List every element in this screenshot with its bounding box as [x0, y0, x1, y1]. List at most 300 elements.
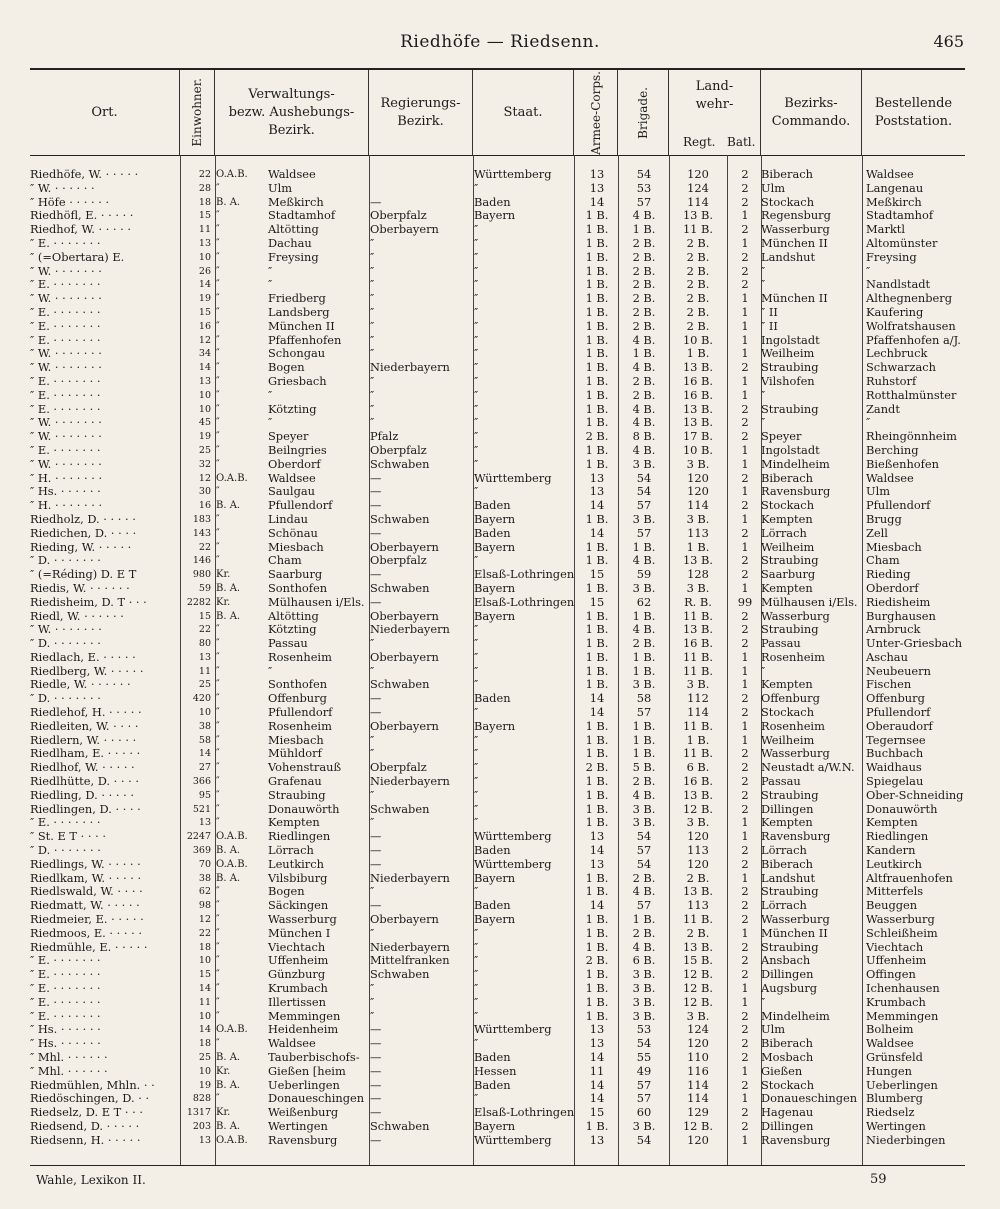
place-name: Riedle, W. · · · · · · — [30, 678, 131, 692]
page-number: 465 — [933, 32, 964, 51]
government-district: Schwaben — [370, 580, 430, 595]
inhabitants: 25 — [198, 1052, 211, 1063]
army-corps: 1 B. — [585, 360, 609, 375]
table-row — [30, 761, 965, 775]
state: ″ — [474, 263, 479, 278]
landwehr-regiment: 2 B. — [686, 277, 710, 292]
army-corps: 1 B. — [585, 884, 609, 899]
state: ″ — [474, 429, 479, 444]
district-command: Neustadt a/W.N. — [761, 760, 855, 775]
place-name: ″ W. · · · · · · · — [30, 457, 102, 471]
brigade: 4 B. — [632, 415, 656, 430]
landwehr-battalion: 2 — [741, 953, 749, 968]
place-name: Riedlach, E. · · · · · — [30, 650, 136, 664]
landwehr-battalion: 1 — [741, 235, 749, 250]
landwehr-battalion: 2 — [741, 801, 749, 816]
landwehr-battalion: 1 — [741, 718, 749, 733]
district-type: ″ — [216, 458, 220, 470]
state: ″ — [474, 884, 479, 899]
landwehr-regiment: 15 B. — [682, 953, 714, 968]
state: Baden — [474, 498, 511, 513]
post-station: Ober-Schneiding — [866, 787, 964, 802]
table-row — [30, 223, 965, 237]
district-command: Landshut — [761, 870, 816, 885]
landwehr-regiment: 13 B. — [682, 360, 714, 375]
brigade: 1 B. — [632, 346, 656, 361]
post-station: Brugg — [866, 511, 902, 526]
brigade: 3 B. — [632, 815, 656, 830]
district-type: ″ — [216, 665, 220, 677]
place-name: ″ Hs. · · · · · · — [30, 485, 101, 499]
army-corps: 1 B. — [585, 580, 609, 595]
army-corps: 1 B. — [585, 235, 609, 250]
landwehr-battalion: 1 — [741, 829, 749, 844]
district: Ulm — [268, 180, 293, 195]
district: Friedberg — [268, 291, 326, 306]
table-row — [30, 306, 965, 320]
inhabitants: 2247 — [186, 831, 211, 843]
army-corps: 14 — [589, 843, 605, 858]
post-station: Marktl — [866, 222, 906, 237]
district: Kempten — [268, 815, 320, 830]
landwehr-battalion: 1 — [741, 456, 749, 471]
district-command: ″ — [761, 415, 766, 430]
army-corps: 14 — [589, 705, 605, 720]
brigade: 2 B. — [632, 387, 656, 402]
district: Saulgau — [268, 484, 315, 499]
landwehr-battalion: 2 — [741, 636, 749, 651]
district-type: ″ — [216, 817, 220, 829]
landwehr-battalion: 2 — [741, 1118, 749, 1133]
table-row — [30, 692, 965, 706]
district-type: ″ — [216, 444, 220, 456]
landwehr-battalion: 1 — [741, 580, 749, 595]
table-row — [30, 1023, 965, 1037]
district-type: ″ — [216, 389, 220, 401]
post-station: Donauwörth — [866, 801, 938, 816]
government-district: — — [370, 1105, 382, 1120]
landwehr-battalion: 1 — [741, 318, 749, 333]
landwehr-battalion: 1 — [741, 539, 749, 554]
district: Miesbach — [268, 732, 324, 747]
state: Bayern — [474, 912, 516, 927]
post-station: Buchbach — [866, 746, 924, 761]
district-command: ″ — [761, 663, 766, 678]
district-command: ″ — [761, 387, 766, 402]
district: Lörrach — [268, 843, 314, 858]
state: Bayern — [474, 1118, 516, 1133]
state: ″ — [474, 953, 479, 968]
gazetteer-table — [30, 168, 965, 1148]
brigade: 58 — [636, 691, 652, 706]
district-type: ″ — [216, 375, 220, 387]
inhabitants: 183 — [192, 513, 211, 525]
post-station: Wasserburg — [866, 912, 935, 927]
inhabitants: 32 — [198, 458, 211, 470]
col-kommando — [761, 70, 862, 155]
district: Sonthofen — [268, 677, 328, 692]
government-district: Oberpfalz — [370, 442, 427, 457]
landwehr-regiment: 2 B. — [686, 235, 710, 250]
state: ″ — [474, 994, 479, 1009]
district: Vilsbiburg — [268, 870, 328, 885]
army-corps: 15 — [589, 567, 605, 582]
army-corps: 13 — [589, 167, 605, 181]
landwehr-battalion: 1 — [741, 484, 749, 499]
place-name: ″ H. · · · · · · · — [30, 471, 103, 485]
government-district: Schwaben — [370, 456, 430, 471]
government-district: — — [370, 856, 382, 871]
state: Württemberg — [474, 856, 552, 871]
district-type: Kr. — [216, 1107, 231, 1119]
place-name: ″ W. · · · · · · · — [30, 623, 102, 637]
state: Baden — [474, 691, 511, 706]
bottom-rule — [30, 1165, 965, 1166]
col-ort-label: Ort. — [91, 104, 118, 120]
place-name: Riedöschingen, D. · · — [30, 1092, 150, 1106]
post-station: Lechbruck — [866, 346, 928, 361]
table-row — [30, 541, 965, 555]
landwehr-regiment: 3 B. — [686, 511, 710, 526]
post-station: Kempten — [866, 815, 918, 830]
brigade: 2 B. — [632, 249, 656, 264]
inhabitants: 369 — [192, 845, 211, 857]
landwehr-regiment: 2 B. — [686, 291, 710, 306]
district: Mühldorf — [268, 746, 322, 761]
district: Sonthofen — [268, 580, 328, 595]
landwehr-regiment: 129 — [687, 1105, 709, 1120]
district-type: ″ — [216, 914, 220, 926]
landwehr-battalion: 2 — [741, 1036, 749, 1051]
landwehr-regiment: 13 B. — [682, 208, 714, 223]
state: ″ — [474, 484, 479, 499]
state: ″ — [474, 291, 479, 306]
district-command: Stockach — [761, 1077, 815, 1092]
government-district: Oberbayern — [370, 222, 439, 237]
post-station: Freysing — [866, 249, 917, 264]
district: Weißenburg — [268, 1105, 339, 1120]
landwehr-regiment: 12 B. — [682, 981, 714, 996]
table-row — [30, 237, 965, 251]
landwehr-regiment: 1 B. — [686, 539, 710, 554]
government-district: — — [370, 567, 382, 582]
district-type: ″ — [216, 983, 220, 995]
district-command: Landshut — [761, 249, 816, 264]
place-name: ″ W. · · · · · · · — [30, 361, 102, 375]
table-row — [30, 1134, 965, 1148]
district: Vohenstrauß — [268, 760, 342, 775]
col-einwohner-label: Einwohner. — [190, 78, 204, 147]
government-district: Oberbayern — [370, 539, 439, 554]
landwehr-battalion: 1 — [741, 925, 749, 940]
army-corps: 1 B. — [585, 539, 609, 554]
place-name: Riedis, W. · · · · · · — [30, 581, 130, 595]
brigade: 1 B. — [632, 649, 656, 664]
district-type: B. A. — [216, 196, 241, 208]
post-station: Grünsfeld — [866, 1050, 923, 1064]
state: ″ — [474, 277, 479, 292]
table-row — [30, 927, 965, 941]
district-command: Dillingen — [761, 1118, 814, 1133]
army-corps: 1 B. — [585, 456, 609, 471]
district-type: ″ — [216, 486, 220, 498]
district: Altötting — [268, 222, 319, 237]
col-verwaltung-label: Verwaltungs- bezw. Aushebungs- Bezirk. — [228, 86, 355, 138]
state: ″ — [474, 346, 479, 361]
district-type: ″ — [216, 886, 220, 898]
state: Elsaß-Lothringen — [474, 567, 575, 582]
army-corps: 14 — [589, 194, 605, 209]
place-name: Riedleiten, W. · · · · — [30, 719, 139, 733]
landwehr-battalion: 2 — [741, 912, 749, 927]
state: Württemberg — [474, 470, 552, 485]
place-name: Riedmatt, W. · · · · · — [30, 899, 140, 913]
column-header — [30, 70, 965, 156]
post-station: Langenau — [866, 180, 924, 195]
army-corps: 13 — [589, 484, 605, 499]
district-command: Passau — [761, 774, 801, 789]
post-station: Riedlingen — [866, 829, 929, 844]
inhabitants: 13 — [198, 375, 211, 387]
government-district: — — [370, 843, 382, 858]
post-station: Uffenheim — [866, 953, 927, 968]
government-district: — — [370, 705, 382, 720]
district: Griesbach — [268, 373, 327, 388]
post-station: Riedisheim — [866, 594, 931, 609]
place-name: Riedlswald, W. · · · · — [30, 885, 143, 899]
district-command: Augsburg — [761, 981, 818, 996]
place-name: ″ Mhl. · · · · · · — [30, 1064, 108, 1078]
district-command: Gießen — [761, 1063, 803, 1078]
inhabitants: 143 — [192, 527, 211, 539]
district-type: ″ — [216, 679, 220, 691]
landwehr-regiment: 120 — [687, 470, 709, 485]
inhabitants: 14 — [198, 279, 211, 291]
district: Pfaffenhofen — [268, 332, 342, 347]
district: Donaueschingen — [268, 1091, 365, 1106]
col-einwohner — [180, 70, 215, 155]
district-command: Kempten — [761, 511, 813, 526]
post-station: Zell — [866, 525, 888, 540]
district: Altötting — [268, 608, 319, 623]
landwehr-regiment: 10 B. — [682, 332, 714, 347]
brigade: 3 B. — [632, 801, 656, 816]
brigade: 1 B. — [632, 718, 656, 733]
district: Wasserburg — [268, 912, 337, 927]
post-station: Fischen — [866, 677, 912, 692]
inhabitants: 27 — [198, 762, 211, 774]
army-corps: 1 B. — [585, 925, 609, 940]
government-district: Oberbayern — [370, 718, 439, 733]
army-corps: 1 B. — [585, 815, 609, 830]
district: Pfullendorf — [268, 498, 333, 513]
district-command: Mosbach — [761, 1050, 814, 1064]
state: Baden — [474, 194, 511, 209]
inhabitants: 18 — [198, 1038, 211, 1050]
state: Württemberg — [474, 1022, 552, 1037]
place-name: Riedmühlen, Mhln. · · — [30, 1078, 155, 1092]
brigade: 57 — [636, 705, 652, 720]
district-command: Lörrach — [761, 525, 807, 540]
landwehr-regiment: 2 B. — [686, 263, 710, 278]
district-type: ″ — [216, 734, 220, 746]
army-corps: 13 — [589, 1036, 605, 1051]
inhabitants: 2282 — [186, 596, 211, 608]
district-type: ″ — [216, 182, 220, 194]
place-name: ″ Hs. · · · · · · — [30, 1023, 101, 1037]
table-row — [30, 720, 965, 734]
landwehr-regiment: 112 — [687, 691, 709, 706]
army-corps: 14 — [589, 498, 605, 513]
brigade: 62 — [636, 594, 652, 609]
army-corps: 15 — [589, 1105, 605, 1120]
place-name: Riedlham, E. · · · · · — [30, 747, 141, 761]
district-command: Kempten — [761, 815, 813, 830]
table-row — [30, 416, 965, 430]
government-district: Schwaben — [370, 1118, 430, 1133]
district: München I — [268, 925, 331, 940]
table-row — [30, 361, 965, 375]
district-command: Ulm — [761, 180, 786, 195]
table-row — [30, 968, 965, 982]
government-district: ″ — [370, 636, 375, 651]
place-name: ″ E. · · · · · · · — [30, 968, 101, 982]
inhabitants: 14 — [198, 748, 211, 760]
district: Wertingen — [268, 1118, 328, 1133]
government-district: Oberpfalz — [370, 760, 427, 775]
post-station: Arnbruck — [866, 622, 921, 637]
table-row — [30, 513, 965, 527]
army-corps: 2 B. — [585, 429, 609, 444]
district-command: Mindelheim — [761, 1008, 830, 1023]
col-brigade — [618, 70, 669, 155]
place-name: ″ Hs. · · · · · · — [30, 1037, 101, 1051]
place-name: Riedmühle, E. · · · · · — [30, 940, 148, 954]
post-station: Krumbach — [866, 994, 926, 1009]
post-station: Ichenhausen — [866, 981, 940, 996]
landwehr-regiment: 11 B. — [682, 912, 714, 927]
district: Kötzting — [268, 401, 317, 416]
district-type: ″ — [216, 306, 220, 318]
army-corps: 14 — [589, 898, 605, 913]
place-name: ″ (=Obertara) E. — [30, 250, 125, 264]
landwehr-battalion: 2 — [741, 249, 749, 264]
post-station: Burghausen — [866, 608, 936, 623]
brigade: 57 — [636, 525, 652, 540]
inhabitants: 980 — [192, 569, 211, 581]
landwehr-regiment: 13 B. — [682, 884, 714, 899]
government-district: ″ — [370, 981, 375, 996]
state: ″ — [474, 304, 479, 319]
army-corps: 1 B. — [585, 332, 609, 347]
district-type: ″ — [216, 224, 220, 236]
post-station: Miesbach — [866, 539, 922, 554]
district-command: Passau — [761, 636, 801, 651]
inhabitants: 14 — [198, 1024, 211, 1036]
district-type: B. A. — [216, 1079, 241, 1091]
district-command: Straubing — [761, 884, 819, 899]
landwehr-regiment: 120 — [687, 1036, 709, 1051]
landwehr-battalion: 1 — [741, 677, 749, 692]
army-corps: 1 B. — [585, 994, 609, 1009]
table-row — [30, 1079, 965, 1093]
inhabitants: 98 — [198, 900, 211, 912]
brigade: 4 B. — [632, 401, 656, 416]
place-name: ″ E. · · · · · · · — [30, 402, 101, 416]
post-station: Althegnenberg — [866, 291, 952, 306]
table-row — [30, 996, 965, 1010]
col-staat — [473, 70, 574, 155]
col-corps — [574, 70, 618, 155]
place-name: Riedlingen, D. · · · · — [30, 802, 141, 816]
district-type: ″ — [216, 720, 220, 732]
landwehr-battalion: 2 — [741, 1008, 749, 1023]
place-name: Riedsend, D. · · · · · — [30, 1119, 140, 1133]
district-command: Stockach — [761, 498, 815, 513]
post-station: Offingen — [866, 967, 916, 982]
state: ″ — [474, 787, 479, 802]
district-command: Wasserburg — [761, 222, 830, 237]
brigade: 3 B. — [632, 1118, 656, 1133]
landwehr-battalion: 2 — [741, 774, 749, 789]
district-type: ″ — [216, 1010, 220, 1022]
brigade: 1 B. — [632, 732, 656, 747]
district-type: ″ — [216, 293, 220, 305]
government-district: Niederbayern — [370, 870, 450, 885]
district: Leutkirch — [268, 856, 324, 871]
army-corps: 14 — [589, 1091, 605, 1106]
landwehr-battalion: 2 — [741, 498, 749, 513]
district-command: Speyer — [761, 429, 802, 444]
landwehr-battalion: 1 — [741, 870, 749, 885]
post-station: Niederbingen — [866, 1132, 946, 1147]
table-row — [30, 292, 965, 306]
government-district: Oberpfalz — [370, 553, 427, 568]
landwehr-battalion: 1 — [741, 1063, 749, 1078]
post-station: Schleißheim — [866, 925, 938, 940]
place-name: Riedlings, W. · · · · · — [30, 857, 141, 871]
district-command: Kempten — [761, 580, 813, 595]
landwehr-regiment: 124 — [687, 180, 709, 195]
landwehr-battalion: 2 — [741, 746, 749, 761]
table-row — [30, 954, 965, 968]
landwehr-regiment: 114 — [687, 194, 709, 209]
army-corps: 1 B. — [585, 208, 609, 223]
inhabitants: 59 — [198, 582, 211, 594]
table-row — [30, 568, 965, 582]
post-station: Ulm — [866, 484, 891, 499]
table-row — [30, 789, 965, 803]
district: Rosenheim — [268, 649, 332, 664]
brigade: 4 B. — [632, 787, 656, 802]
government-district: — — [370, 1063, 382, 1078]
government-district: — — [370, 691, 382, 706]
post-station: Leutkirch — [866, 856, 922, 871]
landwehr-battalion: 1 — [741, 649, 749, 664]
state: Baden — [474, 898, 511, 913]
government-district: ″ — [370, 925, 375, 940]
table-row — [30, 168, 965, 182]
government-district: Oberpfalz — [370, 208, 427, 223]
table-row — [30, 209, 965, 223]
brigade: 4 B. — [632, 442, 656, 457]
brigade: 1 B. — [632, 608, 656, 623]
place-name: Riedlhof, W. · · · · · — [30, 761, 135, 775]
landwehr-battalion: 2 — [741, 691, 749, 706]
district: ″ — [268, 663, 273, 678]
inhabitants: 420 — [192, 693, 211, 705]
inhabitants: 80 — [198, 638, 211, 650]
